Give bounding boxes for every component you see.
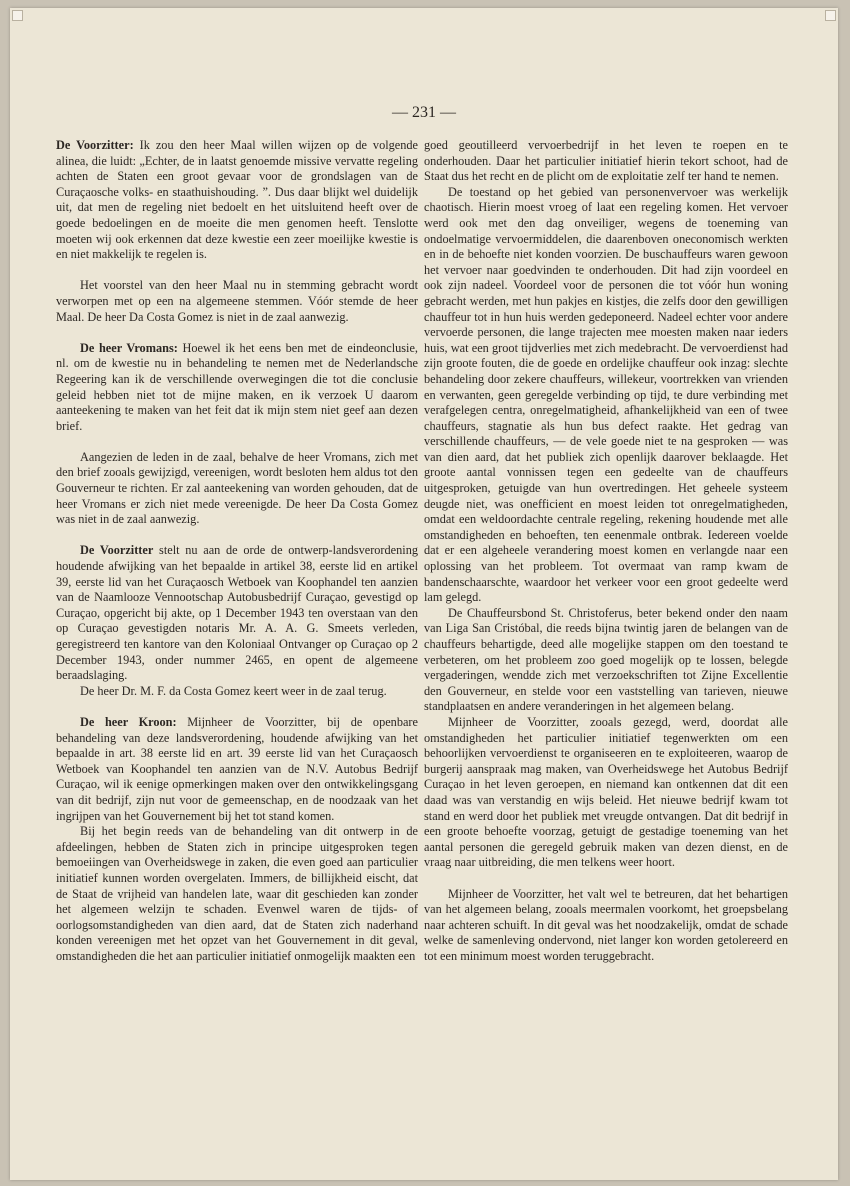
left-column [56, 138, 418, 1178]
paragraph [56, 450, 418, 528]
paragraph: Mijnheer de Voorzitter, het valt wel te betreuren, dat het behartigen van het algemeen belang, zooals meermalen voorkomt, het groepsbelang naar achteren schuift. In dit geval was het noodzakelijk, omdat de schade welke de samenleving ondervond, niet langer kon worden getolereerd en tot een minimum moest worden teruggebracht. [424, 886, 788, 963]
paragraph [56, 684, 418, 700]
right-column [424, 138, 788, 1178]
speaker-name: De Voorzitter [80, 543, 154, 558]
page-corner-top-left [12, 10, 23, 21]
speaker-name: De heer Kroon: [80, 714, 177, 729]
page-corner-top-right [825, 10, 836, 21]
paragraph: goed geoutilleerd vervoerbedrijf in het leven te roepen en te onderhouden. Daar het particulier initiatief hierin tekort schoot, had de Staat dus het recht en de plicht om de exploitatie zelf ter hand te nemen. [424, 138, 788, 184]
paragraph-text: Bij het begin reeds van de behandeling van dit ontwerp in de afdeelingen, hebben de Staten zich in principe uitgesproken tegen bemoeiingen van Overheidswege in zaken, die even goed aan particulier initiatief kunnen worden overgelaten. Immers, de billijkheid eischt, dat de Staat de vrijheid van handelen late, waar dit geschieden kan zonder het algemeen welzijn te schaden. Evenwel waren de tijds- of oorlogsomstandigheden van dien aard, dat de Staten zich naderhand konden vereenigen met het opzet van het Gouvernement in dit geval, omstandigheden die het aan particulier initiatief onmogelijk maakten een [56, 824, 418, 963]
paragraph-text: Mijnheer de Voorzitter, bij de openbare behandeling van deze landsverordening, houdende afwijking van het bepaalde in art. 38 eerste lid en art. 39 eerste lid van het Curaçaosch Wetboek van Koophandel ten aanzien van de N.V. Autobus Bedrijf Curaçao, wil ik eenige opmerkingen maken over den ontwikkelingsgang van dit bedrijf, zijn nut voor de gemeenschap, en de noodzaak van het ingrijpen van het Gouvernement bij het tot stand komen. [56, 714, 418, 823]
paragraph-text: Het voorstel van den heer Maal nu in stemming gebracht wordt verworpen met op een na algemeene stemmen. Vóór stemde de heer Maal. De heer Da Costa Gomez is niet in de zaal aanwezig. [56, 278, 418, 324]
speaker-name: De heer Vromans: [80, 340, 178, 355]
paragraph [56, 138, 418, 263]
paragraph: De Chauffeursbond St. Christoferus, beter bekend onder den naam van Liga San Cristóbal, die reeds bijna twintig jaren de belangen van de chauffeurs behartigde, deed alle mogelijke stappen om den toestand te verbeteren, om het probleem zoo goed mogelijk op te lossen, belegde vergaderingen, wendde zich met verzoekschriften tot Zijne Excellentie den Gouverneur, en stelde voor een vaststelling van tarieven, nieuwe standplaatsen en andere veranderingen in het algemeen belang. [424, 605, 788, 714]
paragraph-text: stelt nu aan de orde de ontwerp-landsverordening houdende afwijking van het bepaalde in artikel 38, eerste lid en artikel 39, eerste lid van het Curaçaosch Wetboek van Koophandel ten aanzien van de Naamlooze Vennootschap Autobusbedrijf Curaçao, gevestigd op Curaçao, opgericht bij akte, op 1 December 1943 ten overstaan van den op Curaçao gevestigden notaris Mr. A. A. G. Smeets verleden, geregistreerd ten kantore van den Koloniaal Ontvanger op Curaçao op 2 December 1943, onder nummer 2465, en opent de algemeene beraadslaging. [56, 543, 418, 683]
paragraph-text: Ik zou den heer Maal willen wijzen op de volgende alinea, die luidt: „Echter, de in laatst genoemde missive vervatte regeling achten de Staten een groot gevaar voor de grondslagen van de Curaçaosche volks- en staathuishouding. ”. Dus daar blijkt wel duidelijk uit, dat men de regeling niet bedoelt en het uitsluitend heeft over de goede bedoelingen en de moeite die men genomen heeft. Tenslotte moeten wij ook erkennen dat deze kwestie een zeer moeilijke kwestie is en niet makkelijk te regelen is. [56, 138, 418, 262]
paragraph [56, 341, 418, 435]
paragraph-text: Hoewel ik het eens ben met de eindeonclusie, nl. om de kwestie nu in behandeling te nemen met de Nederlandsche Regeering kan ik de verschillende overwegingen die tot die conclusie geleid hebben niet tot de mijne maken, en ik verzoek U daarom aanteekening te maken van het feit dat ik mijn stem niet geef aan dezen brief. [56, 340, 418, 433]
paragraph [56, 278, 418, 325]
paragraph: De toestand op het gebied van personenvervoer was werkelijk chaotisch. Hierin moest vroeg of laat een regeling komen. Het vervoer werd ook met den dag onveiliger, wegens de toeneming van ondoelmatige vervoermiddelen, die daarenboven oneconomisch werkten en in de behoefte niet konden voorzien. De buschauffeurs waren gewoon het vervoer naar goedvinden te onderhouden. Dit had zijn voordeel en ook zijn nadeel. Voordeel voor de personen die tot vóór hun woning gebracht werden, met hun pakjes en kistjes, die zelfs door den gewilligen chauffeur tot in hun huis werden gedeponeerd. Nadeel echter voor andere vervoerde personen, die lange trajecten mee moesten maken naar ieders huis, wat een groot tijdverlies met zich medebracht. De vervoerdienst had zijn groote fouten, die de goede en ordelijke chauffeur ook inzag: slechte behandeling door zekere chauffeurs, willekeur, voortrekken van vrienden en verwanten, geen geregelde verbinding op tijd, te dure verbinding met verafgelegen centra, onregelmatigheid, afhankelijkheid van een of twee chauffeurs, stagnatie als hun bus defect raakte. Het gedrag van verschillende chauffeurs, — de vele goede niet te na gesproken — was van dien aard, dat het publiek zich openlijk daarover beklaagde. Het groote aantal vonnissen tegen een gedeelte van de chauffeurs uitgesproken, getuigde van hun overtredingen. Het geheele systeem deugde niet, was onefficient en moest leiden tot onregelmatigheden, omdat een weldoordachte centrale regeling, rekening houdende met alle omstandigheden en behoeften, ten eenenmale ontbrak. Iedereen voelde dat er een algeheele verandering moest komen en verlangde naar een oplossing van het probleem. Tot overmaat van ramp kwam de bandenschaarschte, waardoor het verkeer voor een groot gedeelte werd lam gelegd. [424, 184, 788, 605]
speaker-name: De Voorzitter: [56, 138, 134, 152]
document-page [10, 8, 838, 1180]
paragraph [56, 543, 418, 683]
paragraph [56, 715, 418, 824]
paragraph-text: Aangezien de leden in de zaal, behalve de heer Vromans, zich met den brief zooals gewijzigd, vereenigen, wordt besloten hem aldus tot den Gouverneur te richten. Er zal aanteekening van worden gehouden, dat de heer Vromans er zich niet mede vereenigde. De heer Da Costa Gomez was niet in de zaal aanwezig. [56, 449, 418, 527]
paragraph [56, 824, 418, 964]
page-number: — 231 — [392, 104, 456, 121]
paragraph-text: De heer Dr. M. F. da Costa Gomez keert weer in de zaal terug. [80, 683, 387, 698]
paragraph: Mijnheer de Voorzitter, zooals gezegd, werd, doordat alle omstandigheden het particulier initiatief tegenwerkten om een behoorlijken vervoerdienst te organiseeren en te exploiteeren, waarop de burgerij aanspraak mag maken, van Overheidswege het Autobus Bedrijf Curaçao in het leven geroepen, en niemand kan ontkennen dat dit een daad was van verstandig en wijs beleid. Het nieuwe bedrijf kwam tot stand en werd door het publiek met vreugde ontvangen. Dat dit bedrijf in een groote behoefte voorzag, getuigt de gestadige toeneming van het aantal personen die geregeld gebruik maken van dezen dienst, en de vraag naar uitbreiding, die men telkens weer hoort. [424, 714, 788, 870]
